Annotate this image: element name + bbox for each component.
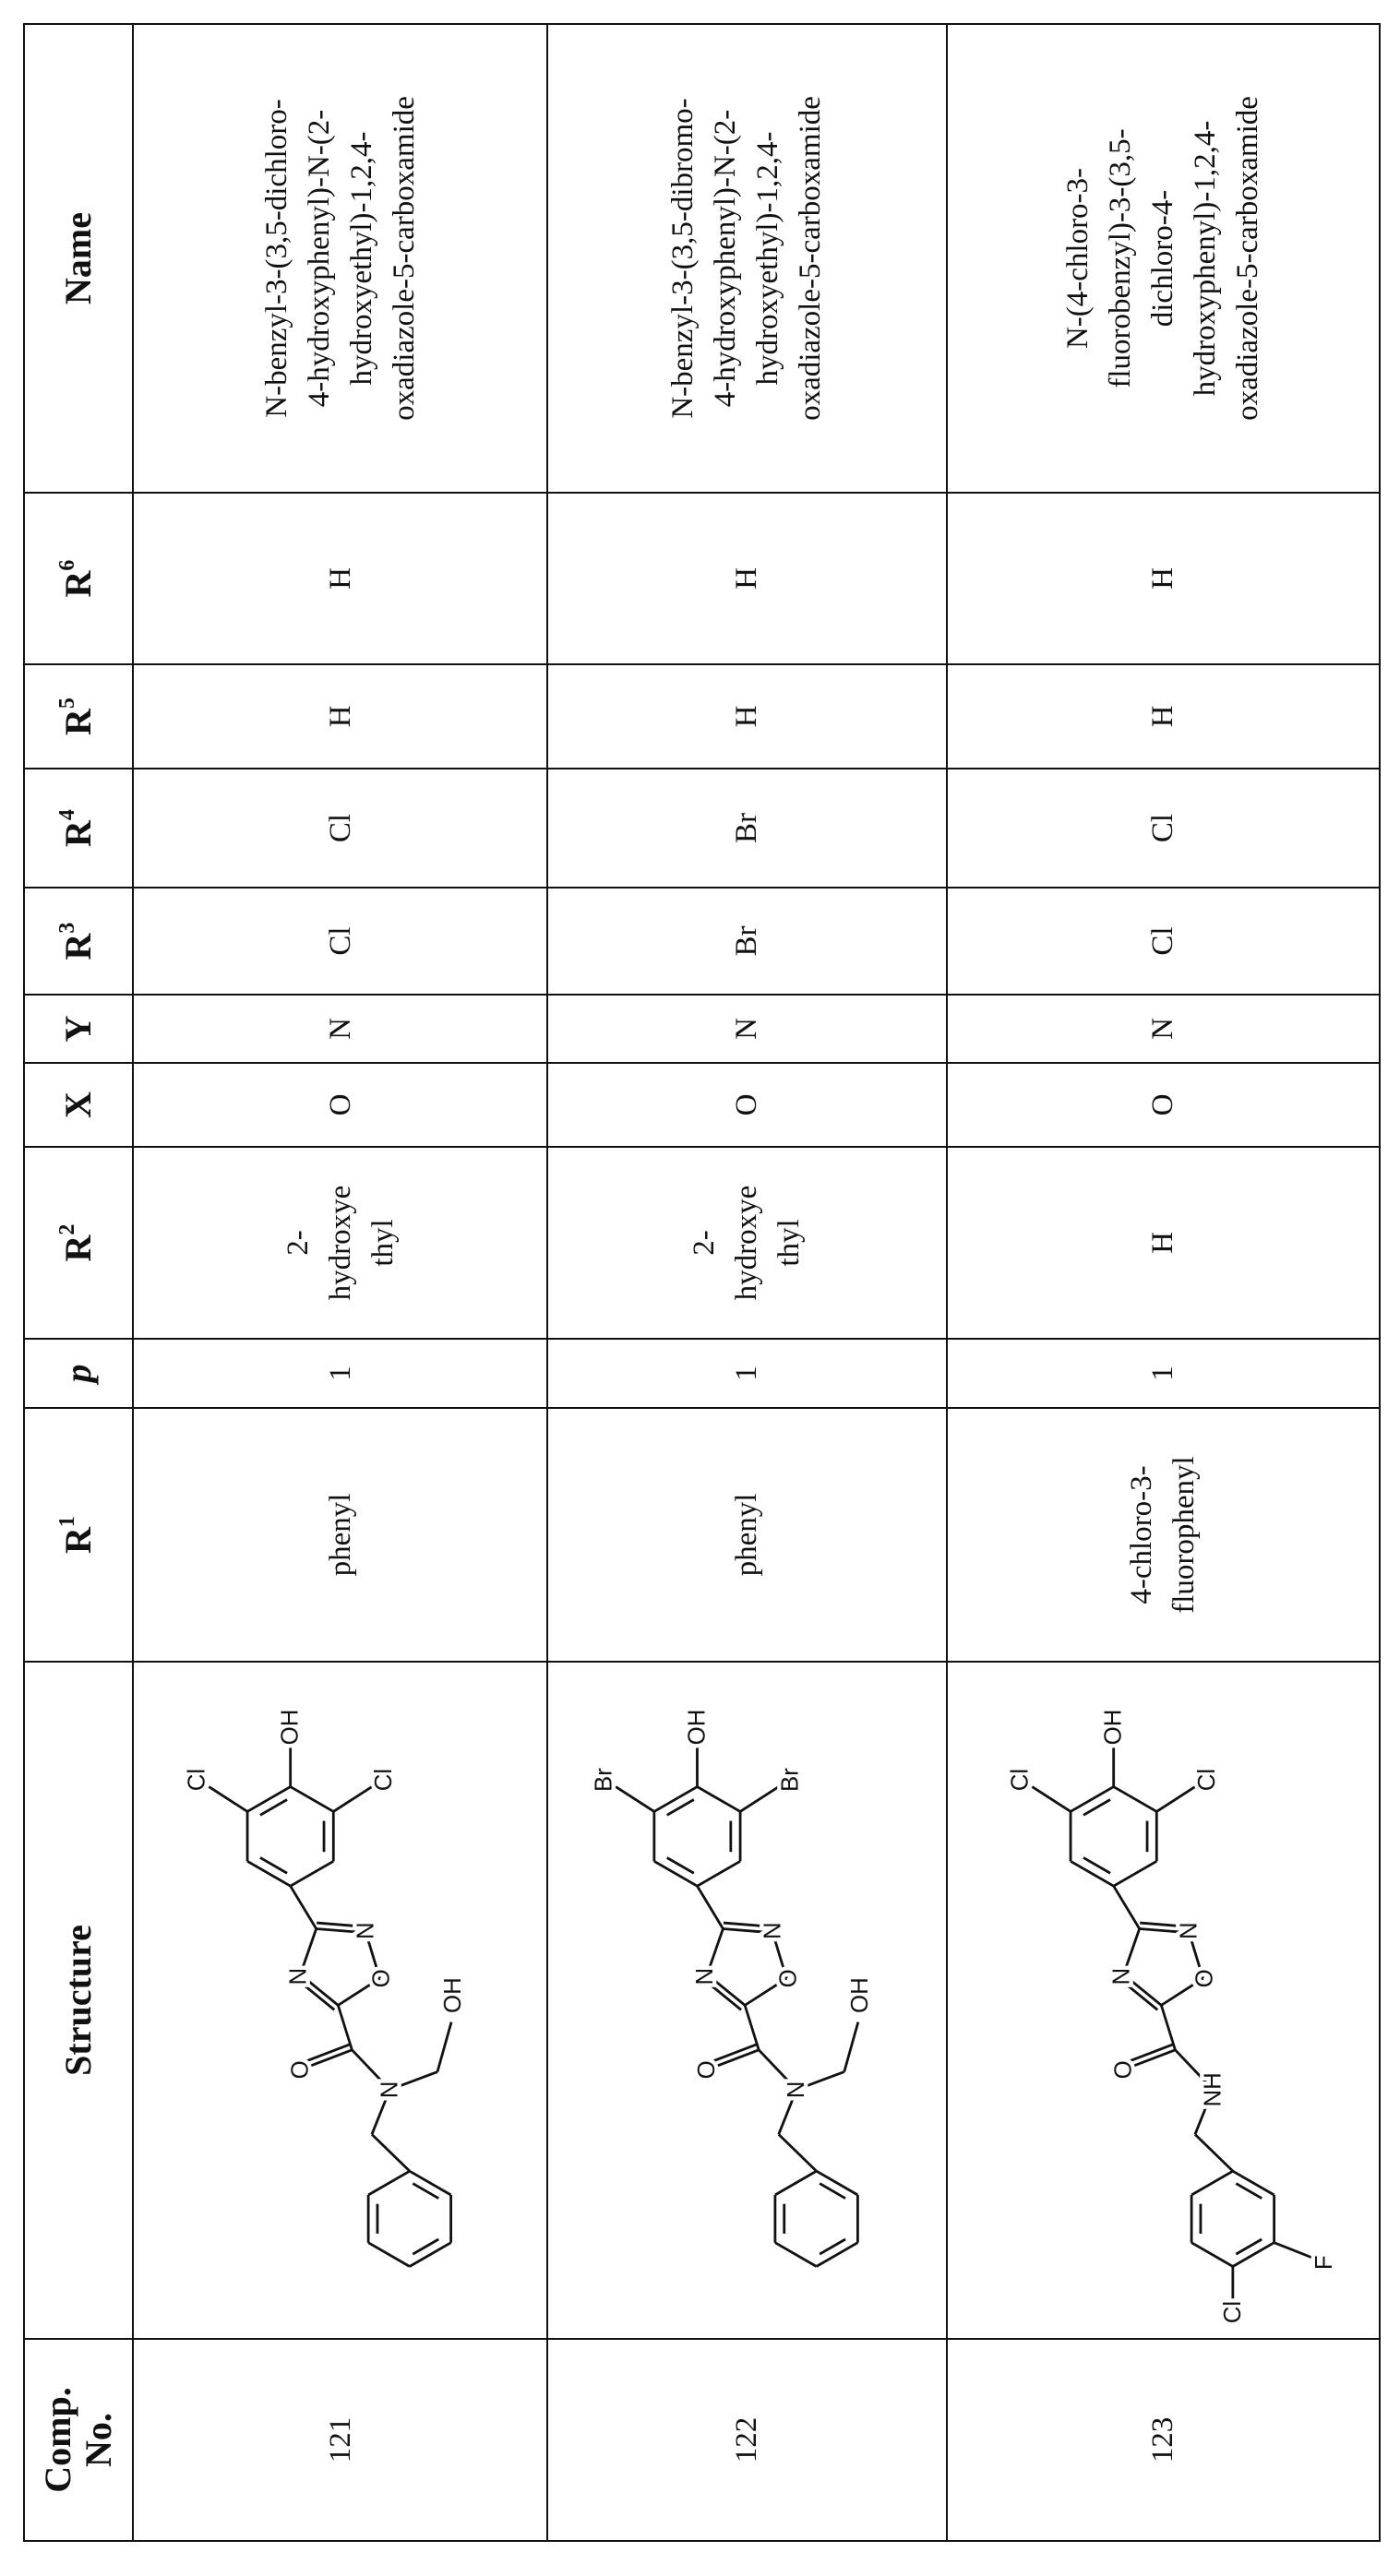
r1-cell: phenyl	[133, 1408, 547, 1662]
bond	[745, 2005, 759, 2049]
header-r5	[24, 664, 133, 769]
halogen-label: Cl	[184, 1769, 209, 1791]
compound-table	[23, 23, 1381, 2542]
r4-cell: Cl	[133, 769, 547, 888]
header-r6	[24, 493, 133, 664]
ring-bond	[1232, 2243, 1274, 2267]
name-line: N-benzyl-3-(3,5-dibromo-	[662, 30, 704, 486]
r6-base: R	[57, 571, 99, 598]
ring-bond	[697, 1787, 740, 1812]
chloro-label: Cl	[1219, 2301, 1245, 2323]
name-line: hydroxyethyl)-1,2,4-	[747, 30, 789, 486]
chemical-structure-drawing	[548, 1663, 946, 2338]
r1-line: fluorophenyl	[1163, 1414, 1205, 1655]
header-r3	[24, 888, 133, 995]
r2-line: 2-	[277, 1153, 319, 1332]
bond	[372, 2134, 410, 2171]
ring-bond	[247, 1861, 291, 1886]
ring-nitrogen-label: N	[353, 1922, 378, 1939]
bond	[1274, 2243, 1314, 2259]
header-row	[24, 24, 133, 2541]
table-row	[947, 24, 1380, 2541]
amide-nitrogen-label: N	[784, 2081, 809, 2099]
header-comp-no	[24, 2339, 133, 2541]
bond	[209, 1787, 247, 1812]
ring-bond	[817, 2243, 858, 2267]
ring-bond	[817, 2171, 858, 2195]
y-cell: N	[547, 995, 947, 1063]
hydroxyl-label: OH	[440, 1977, 466, 2013]
phenol-hydroxyl-label: OH	[684, 1710, 710, 1746]
ring-bond	[775, 2171, 817, 2195]
ring-bond	[1071, 1861, 1114, 1886]
y-cell: N	[947, 995, 1380, 1063]
ring-bond	[654, 1861, 698, 1886]
header-r2	[24, 1147, 133, 1339]
r5-cell: H	[947, 664, 1380, 769]
x-cell: O	[133, 1063, 547, 1147]
r2-line: 2-	[683, 1153, 725, 1332]
r1-base: R	[57, 1527, 99, 1554]
x-cell: O	[947, 1063, 1380, 1147]
bond	[740, 1787, 779, 1812]
ring-bond	[1191, 2171, 1233, 2195]
header-comp-line: Comp.	[38, 2345, 78, 2534]
ring-bond	[291, 1861, 334, 1886]
name-line: hydroxyethyl)-1,2,4-	[341, 30, 383, 486]
ring-bond	[410, 2171, 451, 2195]
ring-oxygen-label: O	[775, 1969, 801, 1987]
r3-cell: Br	[547, 888, 947, 995]
r2-base: R	[57, 1235, 99, 1262]
r6-cell: H	[547, 493, 947, 664]
r4-cell: Br	[547, 769, 947, 888]
halogen-label: Cl	[1007, 1769, 1033, 1791]
r4-cell: Cl	[947, 769, 1380, 888]
bond	[338, 2005, 352, 2049]
chemical-structure-drawing	[134, 1663, 546, 2338]
structure-cell	[133, 1662, 547, 2339]
r2-cell	[133, 1147, 547, 1339]
header-structure: Structure	[24, 1662, 133, 2339]
ring-bond	[654, 1787, 698, 1812]
bond	[1032, 1787, 1071, 1812]
ring-nitrogen-label: N	[760, 1922, 785, 1939]
ring-bond	[1191, 2243, 1233, 2267]
y-cell: N	[133, 995, 547, 1063]
r3-cell: Cl	[133, 888, 547, 995]
ring-bond	[1071, 1787, 1114, 1812]
name-line: N-(4-chloro-3-	[1057, 30, 1099, 486]
r1-line: 4-chloro-3-	[1120, 1414, 1163, 1655]
hydroxyl-label: OH	[847, 1977, 873, 2013]
r2-line: H	[1142, 1153, 1184, 1332]
bond	[1161, 2005, 1175, 2049]
name-line: dichloro-4-	[1142, 30, 1184, 486]
r1-cell	[947, 1408, 1380, 1662]
name-line: N-benzyl-3-(3,5-dichloro-	[256, 30, 298, 486]
header-y: Y	[24, 995, 133, 1063]
p-cell: 1	[133, 1339, 547, 1408]
r6-sup: 6	[55, 560, 79, 571]
header-no-line: No.	[78, 2345, 119, 2534]
r5-cell: H	[133, 664, 547, 769]
ring-oxygen-label: O	[1191, 1969, 1217, 1987]
bond	[779, 2134, 817, 2171]
bond	[333, 1787, 372, 1812]
ring-bond	[775, 2243, 817, 2267]
ring-bond	[1113, 1861, 1156, 1886]
r4-base: R	[57, 820, 99, 847]
comp-no-cell: 121	[133, 2339, 547, 2541]
comp-no-cell: 122	[547, 2339, 947, 2541]
r6-cell: H	[947, 493, 1380, 664]
ring-nitrogen-label: N	[1176, 1922, 1202, 1939]
halogen-label: Cl	[371, 1769, 397, 1791]
phenol-hydroxyl-label: OH	[278, 1710, 304, 1746]
r1-sup: 1	[55, 1516, 79, 1527]
halogen-label: Cl	[1193, 1769, 1219, 1791]
header-r4	[24, 769, 133, 888]
p-cell: 1	[547, 1339, 947, 1408]
halogen-label: Br	[591, 1768, 616, 1792]
bond	[844, 2022, 858, 2072]
r2-sup: 2	[55, 1224, 79, 1235]
ring-bond	[697, 1861, 740, 1886]
ring-oxygen-label: O	[369, 1969, 395, 1987]
structure-cell	[947, 1662, 1380, 2339]
r2-line: hydroxye	[319, 1153, 362, 1332]
fluoro-label: F	[1310, 2255, 1336, 2270]
header-r1	[24, 1408, 133, 1662]
r1-cell: phenyl	[547, 1408, 947, 1662]
r3-cell: Cl	[947, 888, 1380, 995]
r2-line: hydroxye	[725, 1153, 768, 1332]
name-line: fluorobenzyl)-3-(3,5-	[1099, 30, 1142, 486]
header-x: X	[24, 1063, 133, 1147]
carbonyl-oxygen-label: O	[287, 2060, 313, 2079]
ring-bond	[247, 1787, 291, 1812]
ring-nitrogen-label: N	[285, 1968, 311, 1986]
r2-line: thyl	[362, 1153, 404, 1332]
r2-line: thyl	[768, 1153, 810, 1332]
amide-nitrogen-label: N	[377, 2081, 402, 2099]
table-row	[547, 24, 947, 2541]
bond	[1113, 1886, 1139, 1928]
carbonyl-oxygen-label: O	[694, 2060, 720, 2079]
bond	[616, 1787, 654, 1812]
name-line: hydroxyphenyl)-1,2,4-	[1184, 30, 1226, 486]
r2-cell	[547, 1147, 947, 1339]
name-cell	[133, 24, 547, 493]
ring-nitrogen-label: N	[692, 1968, 718, 1986]
r3-base: R	[57, 934, 99, 960]
header-name: Name	[24, 24, 133, 493]
p-cell: 1	[947, 1339, 1380, 1408]
ring-bond	[368, 2243, 410, 2267]
header-p: p	[24, 1339, 133, 1408]
ring-bond	[1113, 1787, 1156, 1812]
carbonyl-oxygen-label: O	[1110, 2060, 1136, 2079]
ring-bond	[1232, 2171, 1274, 2195]
structure-cell	[547, 1662, 947, 2339]
name-line: 4-hydroxyphenyl)-N-(2-	[298, 30, 341, 486]
name-cell	[947, 24, 1380, 493]
ring-nitrogen-label: N	[1108, 1968, 1134, 1986]
r4-sup: 4	[55, 809, 79, 820]
name-line: oxadiazole-5-carboxamide	[1226, 30, 1269, 486]
comp-no-cell: 123	[947, 2339, 1380, 2541]
r3-sup: 3	[55, 923, 79, 934]
name-cell	[547, 24, 947, 493]
halogen-label: Br	[778, 1768, 804, 1792]
bond	[1156, 1787, 1195, 1812]
r2-cell	[947, 1147, 1380, 1339]
r5-cell: H	[547, 664, 947, 769]
bond	[697, 1886, 723, 1928]
r5-base: R	[57, 709, 99, 735]
chemical-structure-drawing	[948, 1663, 1379, 2338]
ring-bond	[291, 1787, 334, 1812]
bond	[1195, 2134, 1233, 2171]
name-line: 4-hydroxyphenyl)-N-(2-	[704, 30, 747, 486]
name-line: oxadiazole-5-carboxamide	[383, 30, 425, 486]
bond	[437, 2022, 451, 2072]
ring-bond	[410, 2243, 451, 2267]
bond	[291, 1886, 317, 1928]
phenol-hydroxyl-label: OH	[1100, 1710, 1126, 1746]
r5-sup: 5	[55, 698, 79, 709]
x-cell: O	[547, 1063, 947, 1147]
compound-table-rotated	[23, 25, 1364, 2542]
amide-nitrogen-label: NH	[1200, 2072, 1226, 2106]
table-row	[133, 24, 547, 2541]
ring-bond	[368, 2171, 410, 2195]
r6-cell: H	[133, 493, 547, 664]
name-line: oxadiazole-5-carboxamide	[789, 30, 832, 486]
